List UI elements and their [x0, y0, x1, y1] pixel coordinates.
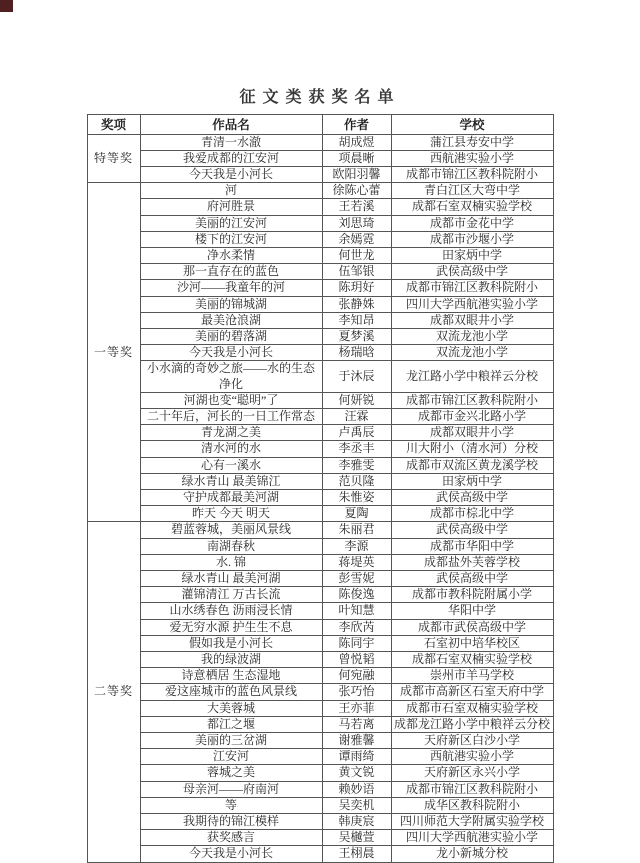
author-cell: 谭雨绮	[322, 749, 391, 765]
school-cell: 蒲江县寿安中学	[391, 134, 553, 150]
author-cell: 朱丽君	[322, 522, 391, 538]
school-cell: 成都市锦江区教科院附小	[391, 781, 553, 797]
work-title-cell: 心有一溪水	[140, 457, 322, 473]
work-title-cell: 昨天 今天 明天	[140, 506, 322, 522]
author-cell: 蒋堤英	[322, 554, 391, 570]
author-cell: 卢禹辰	[322, 425, 391, 441]
table-row	[87, 652, 553, 668]
work-title-cell: 美丽的三岔湖	[140, 733, 322, 749]
table-row	[87, 635, 553, 651]
table-row	[87, 312, 553, 328]
school-cell: 成都市教科院附属小学	[391, 587, 553, 603]
work-title-cell: 守护成都最美河湖	[140, 489, 322, 505]
author-cell: 欧阳羽馨	[322, 166, 391, 182]
table-row	[87, 538, 553, 554]
work-title-cell: 河湖也变“聪明”了	[140, 392, 322, 408]
work-title-cell: 获奖感言	[140, 830, 322, 846]
work-title-cell: 江安河	[140, 749, 322, 765]
col-header-award: 奖项	[87, 115, 140, 135]
author-cell: 曾悦韬	[322, 652, 391, 668]
col-header-school: 学校	[391, 115, 553, 135]
table-row	[87, 425, 553, 441]
table-row	[87, 264, 553, 280]
author-cell: 伍邹银	[322, 264, 391, 280]
table-row	[87, 199, 553, 215]
table-row	[87, 587, 553, 603]
work-title-cell: 最美沧浪湖	[140, 312, 322, 328]
work-title-cell: 爱无穷水源 护生生不息	[140, 619, 322, 635]
work-title-cell: 假如我是小河长	[140, 635, 322, 651]
author-cell: 夏陶	[322, 506, 391, 522]
work-title-cell: 美丽的碧落湖	[140, 328, 322, 344]
school-cell: 成都市双流区黄龙溪学校	[391, 457, 553, 473]
author-cell: 马若离	[322, 716, 391, 732]
table-row	[87, 457, 553, 473]
school-cell: 天府新区永兴小学	[391, 765, 553, 781]
school-cell: 成都市金花中学	[391, 215, 553, 231]
work-title-cell: 那一直存在的蓝色	[140, 264, 322, 280]
school-cell: 田家炳中学	[391, 247, 553, 263]
award-cell: 二等奖	[87, 522, 140, 862]
table-row	[87, 150, 553, 166]
school-cell: 武侯高级中学	[391, 489, 553, 505]
work-title-cell: 美丽的江安河	[140, 215, 322, 231]
author-cell: 范贝隆	[322, 473, 391, 489]
table-row	[87, 231, 553, 247]
header-row	[87, 115, 553, 135]
author-cell: 王亦菲	[322, 700, 391, 716]
work-title-cell: 我期待的锦江模样	[140, 814, 322, 830]
col-header-title: 作品名	[140, 115, 322, 135]
author-cell: 吴樾萱	[322, 830, 391, 846]
work-title-cell: 府河胜景	[140, 199, 322, 215]
work-title-cell: 碧蓝蓉城，美丽风景线	[140, 522, 322, 538]
author-cell: 夏梦溪	[322, 328, 391, 344]
school-cell: 双流龙池小学	[391, 345, 553, 361]
author-cell: 赖妙语	[322, 781, 391, 797]
author-cell: 黄文锐	[322, 765, 391, 781]
author-cell: 张静姝	[322, 296, 391, 312]
school-cell: 崇州市羊马学校	[391, 668, 553, 684]
table-row	[87, 328, 553, 344]
award-cell: 一等奖	[87, 183, 140, 522]
table-row	[87, 247, 553, 263]
school-cell: 天府新区白沙小学	[391, 733, 553, 749]
school-cell: 川大附小（清水河）分校	[391, 441, 553, 457]
work-title-cell: 都江之堰	[140, 716, 322, 732]
author-cell: 李欣芮	[322, 619, 391, 635]
work-title-cell: 楼下的江安河	[140, 231, 322, 247]
table-row	[87, 733, 553, 749]
work-title-cell: 等	[140, 797, 322, 813]
school-cell: 武侯高级中学	[391, 522, 553, 538]
school-cell: 龙江路小学中粮祥云分校	[391, 361, 553, 392]
table-row	[87, 781, 553, 797]
school-cell: 武侯高级中学	[391, 264, 553, 280]
table-row	[87, 392, 553, 408]
author-cell: 何世龙	[322, 247, 391, 263]
work-title-cell: 大美蓉城	[140, 700, 322, 716]
work-title-cell: 沙河——我童年的河	[140, 280, 322, 296]
author-cell: 刘思琦	[322, 215, 391, 231]
author-cell: 何宛融	[322, 668, 391, 684]
table-row	[87, 345, 553, 361]
table-row	[87, 183, 553, 199]
work-title-cell: 河	[140, 183, 322, 199]
school-cell: 武侯高级中学	[391, 570, 553, 586]
author-cell: 胡成煜	[322, 134, 391, 150]
document-title: 征文类获奖名单	[239, 89, 401, 106]
work-title-cell: 青清一水澈	[140, 134, 322, 150]
author-cell: 彭雪妮	[322, 570, 391, 586]
table-row	[87, 280, 553, 296]
table-row	[87, 814, 553, 830]
author-cell: 朱惟姿	[322, 489, 391, 505]
school-cell: 双流龙池小学	[391, 328, 553, 344]
work-title-cell: 诗意栖居 生态湿地	[140, 668, 322, 684]
school-cell: 成都市高新区石室天府中学	[391, 684, 553, 700]
author-cell: 叶知慧	[322, 603, 391, 619]
work-title-cell: 绿水青山 最美河湖	[140, 570, 322, 586]
table-row	[87, 570, 553, 586]
author-cell: 徐陈心蕾	[322, 183, 391, 199]
author-cell: 陈同宇	[322, 635, 391, 651]
school-cell: 成都石室双楠实验学校	[391, 652, 553, 668]
work-title-cell: 灌锦清江 万古长流	[140, 587, 322, 603]
school-cell: 成都市武侯高级中学	[391, 619, 553, 635]
work-title-cell: 今天我是小河长	[140, 166, 322, 182]
table-row	[87, 489, 553, 505]
work-title-cell: 母亲河——府南河	[140, 781, 322, 797]
work-title-cell: 二十年后，河长的一日工作常态	[140, 408, 322, 424]
work-title-cell: 南湖春秋	[140, 538, 322, 554]
table-row	[87, 506, 553, 522]
author-cell: 李丞丰	[322, 441, 391, 457]
author-cell: 于沐辰	[322, 361, 391, 392]
table-row	[87, 684, 553, 700]
author-cell: 韩庚宸	[322, 814, 391, 830]
table-row	[87, 296, 553, 312]
school-cell: 成都市锦江区教科院附小	[391, 280, 553, 296]
author-cell: 陈俊逸	[322, 587, 391, 603]
author-cell: 张巧怡	[322, 684, 391, 700]
author-cell: 吴奕机	[322, 797, 391, 813]
author-cell: 项晨晰	[322, 150, 391, 166]
award-cell: 特等奖	[87, 134, 140, 183]
school-cell: 成都盐外芙蓉学校	[391, 554, 553, 570]
work-title-cell: 今天我是小河长	[140, 345, 322, 361]
awards-table	[87, 114, 554, 863]
school-cell: 西航港实验小学	[391, 150, 553, 166]
school-cell: 成都石室双楠实验学校	[391, 199, 553, 215]
school-cell: 四川大学西航港实验小学	[391, 830, 553, 846]
table-row	[87, 749, 553, 765]
table-row	[87, 846, 553, 862]
table-row	[87, 554, 553, 570]
work-title-cell: 我爱成都的江安河	[140, 150, 322, 166]
work-title-cell: 今天我是小河长	[140, 846, 322, 862]
author-cell: 余嫣霓	[322, 231, 391, 247]
author-cell: 李知昂	[322, 312, 391, 328]
table-row	[87, 166, 553, 182]
work-title-cell: 爱这座城市的蓝色风景线	[140, 684, 322, 700]
school-cell: 龙小新城分校	[391, 846, 553, 862]
table-row	[87, 765, 553, 781]
school-cell: 四川师范大学附属实验学校	[391, 814, 553, 830]
table-row	[87, 603, 553, 619]
school-cell: 华阳中学	[391, 603, 553, 619]
author-cell: 王栩晨	[322, 846, 391, 862]
school-cell: 西航港实验小学	[391, 749, 553, 765]
author-cell: 谢雅馨	[322, 733, 391, 749]
table-row	[87, 668, 553, 684]
table-row	[87, 408, 553, 424]
author-cell: 陈玥好	[322, 280, 391, 296]
table-row	[87, 215, 553, 231]
corner-artifact	[0, 0, 13, 12]
school-cell: 成都龙江路小学中粮祥云分校	[391, 716, 553, 732]
school-cell: 成都市华阳中学	[391, 538, 553, 554]
table-row	[87, 716, 553, 732]
table-row	[87, 619, 553, 635]
author-cell: 汪霖	[322, 408, 391, 424]
school-cell: 田家炳中学	[391, 473, 553, 489]
work-title-cell: 净水柔情	[140, 247, 322, 263]
work-title-cell: 绿水青山 最美锦江	[140, 473, 322, 489]
work-title-cell: 水. 锦	[140, 554, 322, 570]
table-row	[87, 134, 553, 150]
table-row	[87, 522, 553, 538]
school-cell: 成都市石室双楠实验学校	[391, 700, 553, 716]
school-cell: 成都市锦江区教科院附小	[391, 392, 553, 408]
work-title-cell: 小水滴的奇妙之旅——水的生态净化	[140, 361, 322, 392]
work-title-cell: 蓉城之美	[140, 765, 322, 781]
author-cell: 李源	[322, 538, 391, 554]
school-cell: 成华区教科院附小	[391, 797, 553, 813]
table-row	[87, 361, 553, 392]
work-title-cell: 我的绿波湖	[140, 652, 322, 668]
col-header-author: 作者	[322, 115, 391, 135]
school-cell: 成都市锦江区教科院附小	[391, 166, 553, 182]
school-cell: 石室初中培华校区	[391, 635, 553, 651]
school-cell: 成都市沙堰小学	[391, 231, 553, 247]
table-row	[87, 797, 553, 813]
work-title-cell: 美丽的锦城湖	[140, 296, 322, 312]
work-title-cell: 清水河的水	[140, 441, 322, 457]
author-cell: 李雅雯	[322, 457, 391, 473]
school-cell: 成都双眼井小学	[391, 425, 553, 441]
school-cell: 成都市金兴北路小学	[391, 408, 553, 424]
table-row	[87, 441, 553, 457]
work-title-cell: 山水绣春色 沥雨浸长情	[140, 603, 322, 619]
work-title-cell: 青龙湖之美	[140, 425, 322, 441]
table-row	[87, 700, 553, 716]
author-cell: 杨瑞晗	[322, 345, 391, 361]
table-row	[87, 473, 553, 489]
table-row	[87, 830, 553, 846]
school-cell: 青白江区大弯中学	[391, 183, 553, 199]
school-cell: 成都双眼井小学	[391, 312, 553, 328]
author-cell: 王若溪	[322, 199, 391, 215]
school-cell: 四川大学西航港实验小学	[391, 296, 553, 312]
author-cell: 何妍锐	[322, 392, 391, 408]
school-cell: 成都市棕北中学	[391, 506, 553, 522]
